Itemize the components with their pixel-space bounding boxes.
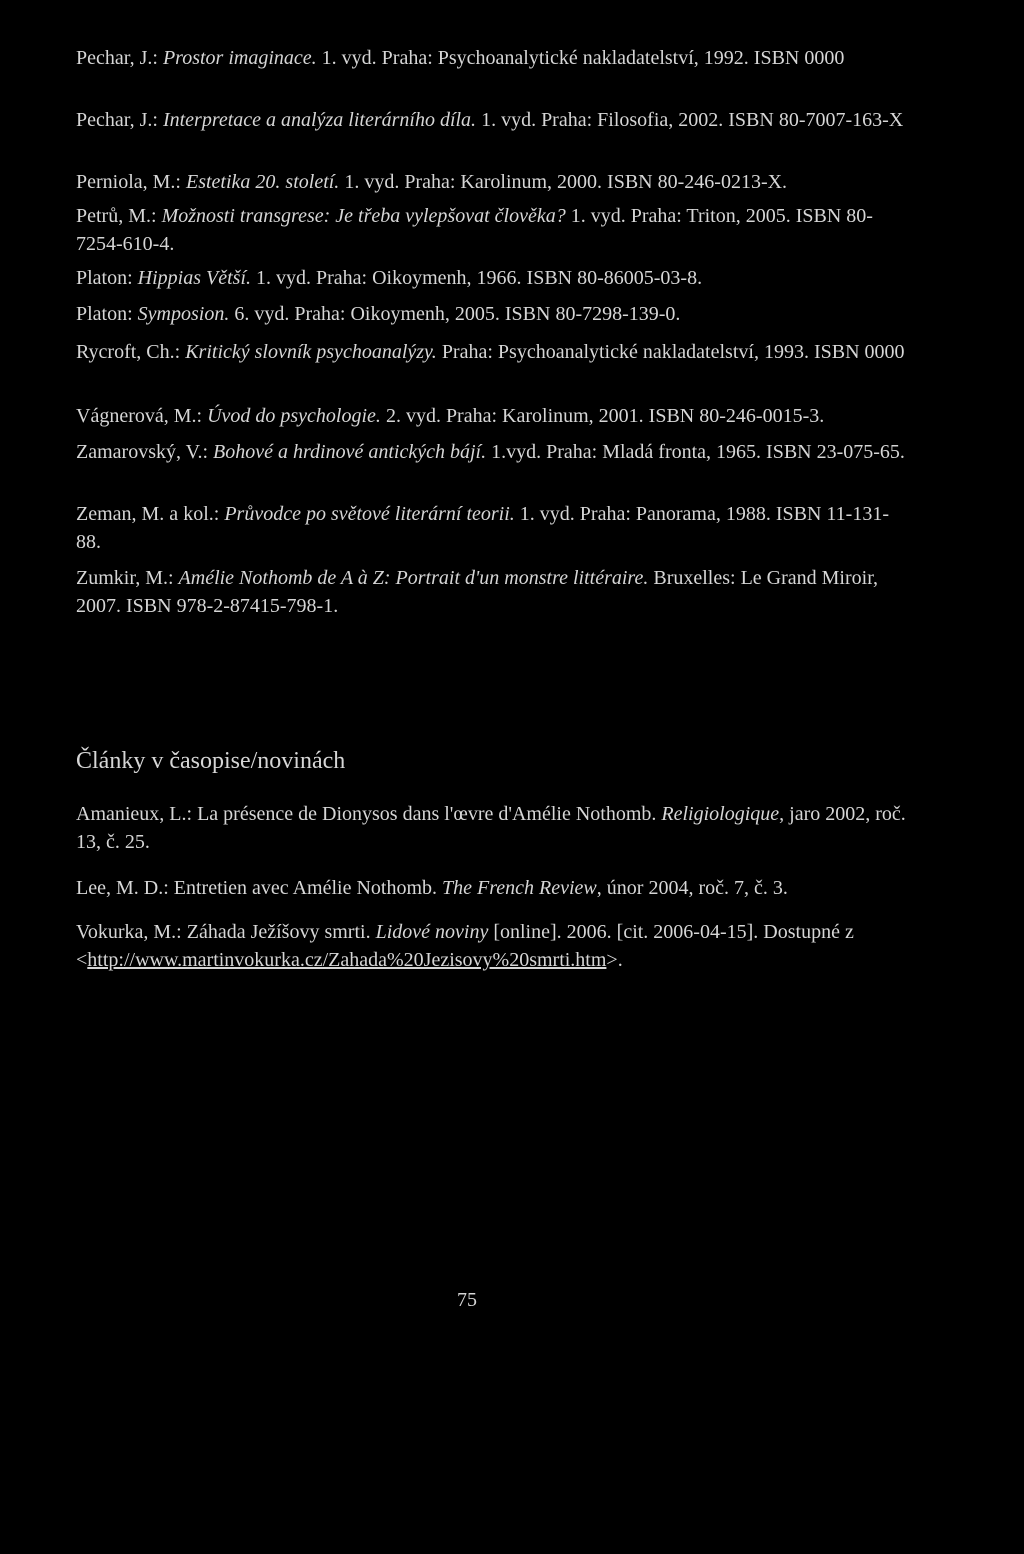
bib-author: Platon:	[76, 303, 138, 325]
bib-author: Zumkir, M.:	[76, 567, 179, 589]
article-entry-amanieux	[76, 800, 906, 856]
bib-author: Zamarovský, V.:	[76, 441, 214, 463]
bib-title: Estetika 20. století.	[186, 171, 340, 193]
bib-details: 1. vyd. Praha: Oikoymenh, 1966. ISBN 80-86005-03-8.	[251, 267, 703, 289]
bib-author: Vágnerová, M.:	[76, 405, 208, 427]
article-url-link[interactable]: http://www.martinvokurka.cz/Zahada%20Jezisovy%20smrti.htm	[87, 949, 607, 971]
bib-details: 1. vyd. Praha: Karolinum, 2000. ISBN 80-246-0213-X.	[339, 171, 788, 193]
bib-author: Zeman, M. a kol.:	[76, 503, 225, 525]
page-number: 75	[457, 1289, 477, 1311]
bib-title: Interpretace a analýza literárního díla.	[162, 109, 477, 131]
bib-entry-pechar-prostor	[76, 44, 906, 72]
bib-details: Bruxelles: Le Grand Miroir, 2007. ISBN 978-2-87415-798-1.	[76, 567, 879, 617]
bib-author: Pechar, J.:	[76, 109, 163, 131]
bib-entry-vagnerova	[76, 402, 906, 430]
article-journal: Religiologique	[661, 803, 780, 825]
article-details: , jaro 2002, roč. 13, č. 25.	[76, 803, 906, 853]
bib-details: 1. vyd. Praha: Panorama, 1988. ISBN 11-131-88.	[76, 503, 890, 553]
article-url-close: >.	[606, 949, 623, 971]
bib-details: 1.vyd. Praha: Mladá fronta, 1965. ISBN 23-075-65.	[486, 441, 905, 463]
bib-title: Prostor imaginace.	[162, 47, 317, 69]
article-author-title: Lee, M. D.: Entretien avec Amélie Nothomb.	[76, 877, 443, 899]
bib-title: Symposion.	[137, 303, 230, 325]
bib-title: Kritický slovník psychoanalýzy.	[185, 341, 437, 363]
bib-title: Průvodce po světové literární teorii.	[224, 503, 515, 525]
bib-details: 1. vyd. Praha: Psychoanalytické nakladatelství, 1992. ISBN 0000	[316, 47, 845, 69]
bib-details: 1. vyd. Praha: Filosofia, 2002. ISBN 80-7007-163-X	[476, 109, 904, 131]
articles-section-heading: Články v časopise/novinách	[76, 748, 346, 774]
bib-title: Bohové a hrdinové antických bájí.	[213, 441, 487, 463]
bib-entry-zumkir	[76, 564, 906, 620]
article-details: , únor 2004, roč. 7, č. 3.	[596, 877, 788, 899]
bib-author: Petrů, M.:	[76, 205, 162, 227]
bib-entry-rycroft	[76, 338, 906, 366]
bib-title: Úvod do psychologie.	[207, 405, 381, 427]
bib-author: Platon:	[76, 267, 138, 289]
bib-entry-perniola	[76, 168, 906, 196]
bib-entry-zamarovsky	[76, 438, 906, 466]
bib-title: Možnosti transgrese: Je třeba vylepšovat člověka?	[161, 205, 566, 227]
article-author-title: Amanieux, L.: La présence de Dionysos dans l'œvre d'Amélie Nothomb.	[76, 803, 662, 825]
article-details: [online]. 2006. [cit. 2006-04-15]. Dostupné z <	[76, 921, 854, 971]
article-journal: The French Review	[442, 877, 597, 899]
article-author-title: Vokurka, M.: Záhada Ježíšovy smrti.	[76, 921, 376, 943]
article-entry-lee	[76, 874, 906, 902]
bib-details: 6. vyd. Praha: Oikoymenh, 2005. ISBN 80-7298-139-0.	[229, 303, 681, 325]
bib-author: Pechar, J.:	[76, 47, 163, 69]
bib-details: 1. vyd. Praha: Triton, 2005. ISBN 80-7254-610-4.	[76, 205, 873, 255]
bib-details: Praha: Psychoanalytické nakladatelství, 1993. ISBN 0000	[436, 341, 905, 363]
article-journal: Lidové noviny	[375, 921, 489, 943]
bib-entry-platon-symposion	[76, 300, 906, 328]
bib-title: Amélie Nothomb de A à Z: Portrait d'un monstre littéraire.	[178, 567, 649, 589]
bib-entry-pechar-interpretace	[76, 106, 906, 134]
bib-details: 2. vyd. Praha: Karolinum, 2001. ISBN 80-246-0015-3.	[380, 405, 825, 427]
bib-author: Perniola, M.:	[76, 171, 186, 193]
article-entry-vokurka	[76, 918, 906, 974]
bib-entry-petru	[76, 202, 906, 258]
bib-author: Rycroft, Ch.:	[76, 341, 186, 363]
bib-entry-zeman	[76, 500, 906, 556]
bib-title: Hippias Větší.	[137, 267, 252, 289]
bib-entry-platon-hippias	[76, 264, 906, 292]
